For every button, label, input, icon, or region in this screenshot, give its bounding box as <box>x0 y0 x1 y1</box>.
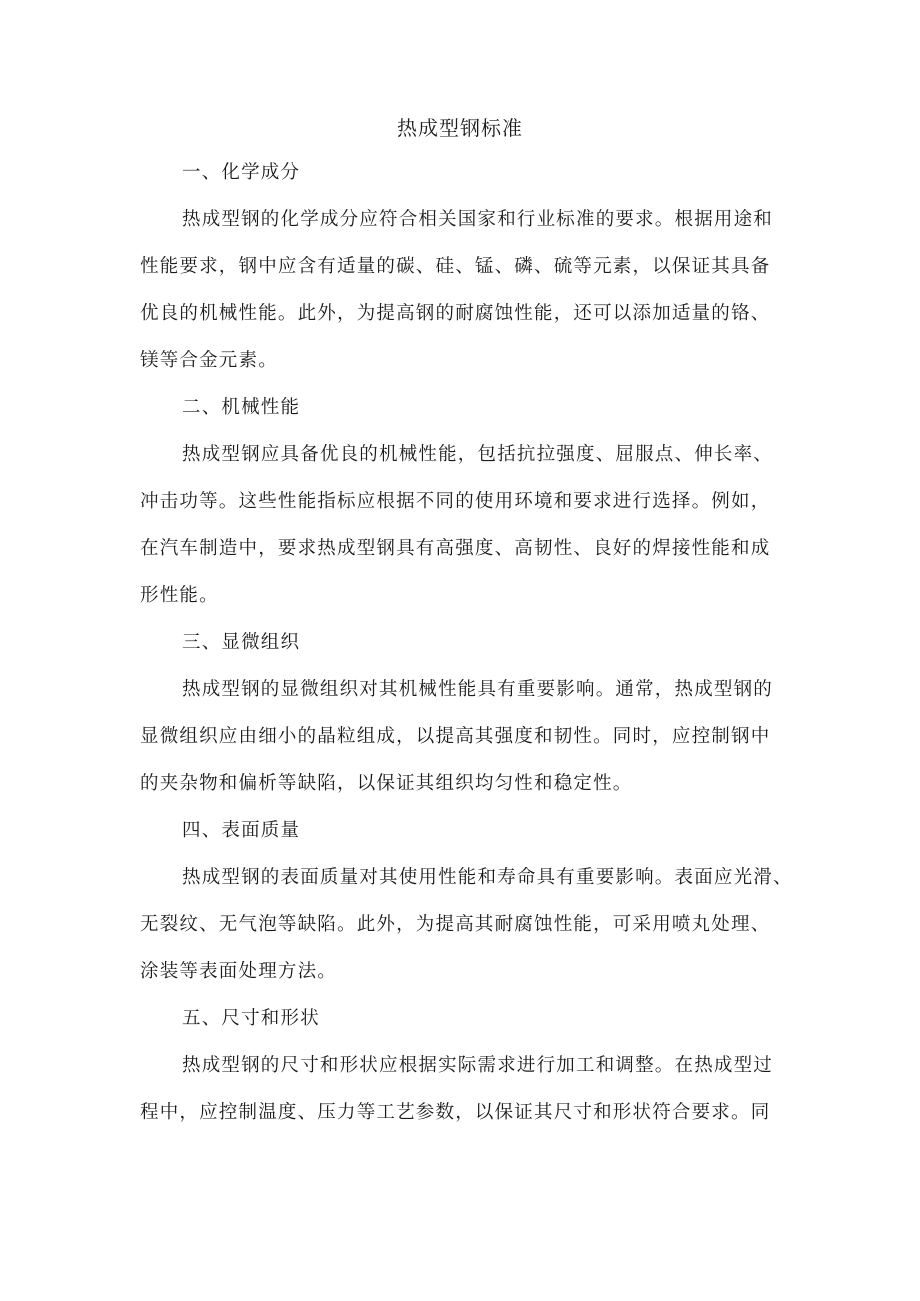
paragraph-line: 热成型钢的尺寸和形状应根据实际需求进行加工和调整。在热成型过 <box>182 1055 774 1076</box>
paragraph-line: 热成型钢应具备优良的机械性能，包括抗拉强度、屈服点、伸长率、 <box>182 444 774 465</box>
section-heading-mechanical-properties: 二、机械性能 <box>182 397 301 418</box>
section-heading-chemical-composition: 一、化学成分 <box>182 162 301 183</box>
paragraph-line: 性能要求，钢中应含有适量的碳、硅、锰、磷、硫等元素，以保证其具备 <box>140 256 771 277</box>
paragraph-line: 显微组织应由细小的晶粒组成，以提高其强度和韧性。同时，应控制钢中 <box>140 726 771 747</box>
paragraph-line: 冲击功等。这些性能指标应根据不同的使用环境和要求进行选择。例如， <box>140 491 771 512</box>
section-heading-microstructure: 三、显微组织 <box>182 632 301 653</box>
paragraph-line: 在汽车制造中，要求热成型钢具有高强度、高韧性、良好的焊接性能和成 <box>140 538 771 559</box>
paragraph-line: 镁等合金元素。 <box>140 350 278 371</box>
paragraph-line: 热成型钢的表面质量对其使用性能和寿命具有重要影响。表面应光滑、 <box>182 867 793 888</box>
paragraph-line: 形性能。 <box>140 585 219 606</box>
paragraph-line: 热成型钢的显微组织对其机械性能具有重要影响。通常，热成型钢的 <box>182 679 774 700</box>
document-title: 热成型钢标准 <box>397 116 523 140</box>
paragraph-line: 涂装等表面处理方法。 <box>140 961 338 982</box>
section-heading-size-and-shape: 五、尺寸和形状 <box>182 1008 320 1029</box>
paragraph-line: 程中，应控制温度、压力等工艺参数，以保证其尺寸和形状符合要求。同 <box>140 1102 771 1123</box>
section-heading-surface-quality: 四、表面质量 <box>182 820 301 841</box>
paragraph-line: 无裂纹、无气泡等缺陷。此外，为提高其耐腐蚀性能，可采用喷丸处理、 <box>140 914 771 935</box>
paragraph-line: 热成型钢的化学成分应符合相关国家和行业标准的要求。根据用途和 <box>182 209 774 230</box>
paragraph-line: 的夹杂物和偏析等缺陷，以保证其组织均匀性和稳定性。 <box>140 773 633 794</box>
paragraph-line: 优良的机械性能。此外，为提高钢的耐腐蚀性能，还可以添加适量的铬、 <box>140 303 771 324</box>
